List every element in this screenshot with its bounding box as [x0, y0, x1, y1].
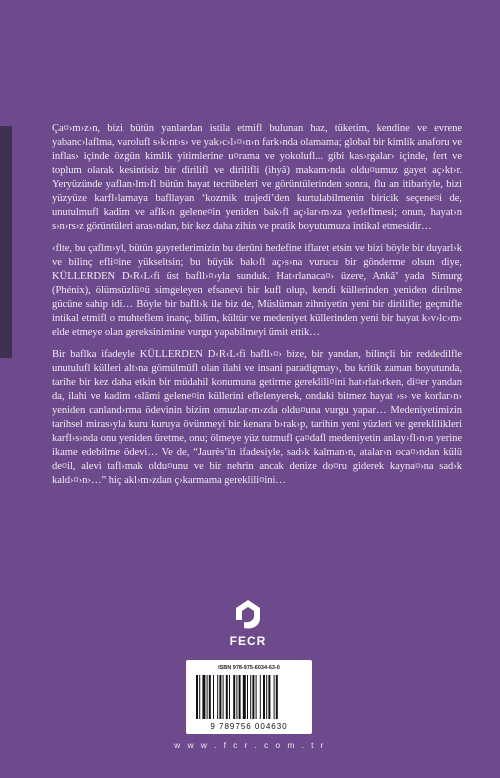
spine-tab	[0, 126, 12, 358]
publisher-website: w w w . f c r . c o m . t r	[174, 740, 326, 750]
barcode-digits: 9 789756 004630	[210, 722, 288, 731]
back-cover-text	[52, 122, 462, 496]
paragraph-3: Bir baflka ifadeyle KÜLLERDEN D‹R‹L‹fi bafll›¤› bize, bir yandan, bilinçli bir reddedilfle unutulufl külleri alt›na gömülmüfl olan ilahi ve insani paradigmay›, bu kritik zaman boyutunda, tarihe bir kez daha etkin bir müdahil konumuna getirme gereklili¤ini hat›rlat›rken, di¤er yandan da, ilahi ve kadim ‹slâmi gelene¤in küllerini eflelenyerek, ondaki bitmez hayat ›s› ve korlar›n› yeniden canland›rma ödevinin bizim omuzlar›m›zda oldu¤una vurgu yapar… Medeniyetimizin tarihsel miras›yla kuru kuruya övünmeyi bir kenara b›rak›p, tarihin yeni yüzleri ve gereklilikleri karfl›s›nda onu yeniden üretme, onu; ölmeye yüz tutmufl ça¤dafl medeniyetin anlay›fl›n›n yerine ikame edebilme ödevi… Ve de, “Jaurès’in ifadesiyle, sad›k kalman›n, atalar›n oca¤›ndan külü de¤il, alevi tafl›mak oldu¤unu ve bir nehrin ancak denize do¤ru giderek kayna¤›na sad›k kald›¤›n›…” hiç akl›m›zdan ç›karmama gereklili¤ini…	[52, 349, 462, 486]
publisher-logo	[220, 598, 276, 652]
paragraph-2: ‹flte, bu çaflm›yl, bütün gayretlerimizin bu derûni hedefine iflaret etsin ve bizi böyle bir duyarl›k ve bilinç efli¤ine yükseltsin; bu büyük bak›fl aç›s›na vurucu bir gönderme olsun diye, KÜLLERDEN D‹R‹L‹fi üst bafll›¤›yla sunduk. Hat›rlanaca¤› üzere, Ankâ’ yada Simurg (Phénix), ölümsüzlü¤ü simgeleyen efsanevi bir kufl olup, kendi küllerinden yeniden dirilme gücüne sahip idi… Böyle bir bafll›k ile biz de, Müslüman zihniyetin yeni bir dirilifle; geçmifle intikal etmifl o muhteflem inanç, bilim, kültür ve medeniyet küllerinden yeni bir hayat k›v›lc›m› elde etmeye olan gereksinimine vurgu yapabilmeyi ümit ettik…	[52, 243, 462, 338]
fecr-logo-icon	[230, 598, 266, 632]
paragraph-1: Ça¤›m›z›n, bizi bütün yanlardan istila etmifl bulunan haz, tüketim, kendine ve evrene yabanc›laflma, varolufl s›k›nt›s› ve yak›c›l›¤›n›n fark›nda olamama; global bir kimlik anaforu ve inflas› içinde özgün kimlik yitimlerine u¤rama ve yokolufl... gibi kas›rgalar› içinde, fert ve toplum olarak kesintisiz bir dirilifl ve dirilifli (ihyâ) makam›nda oldu¤umuz gayet aç›kt›r. Yeryüzünde yaflan›lm›fl bütün hayat tecrübeleri ve görüntülerinden sonra, flu an itibariyle, bizi yüzyüze karfl›lamaya bafllayan ‘kozmik trajedi’den kurtulabilmenin biricik seçene¤i de, unutulmufl kadim ve aflk›n gelene¤in yeniden bak›fl aç›lar›m›za yerleflmesi; onun, hayat›n s›n›rs›z görüntüleri aras›ndan, bir kez daha zihin ve pratik boyutumuza intikal etmesidir…	[52, 123, 462, 232]
barcode-panel	[186, 660, 312, 734]
isbn-label: ISBN 978-975-6034-63-0	[218, 665, 280, 671]
publisher-name: FECR	[229, 634, 267, 648]
barcode-icon	[196, 675, 302, 719]
